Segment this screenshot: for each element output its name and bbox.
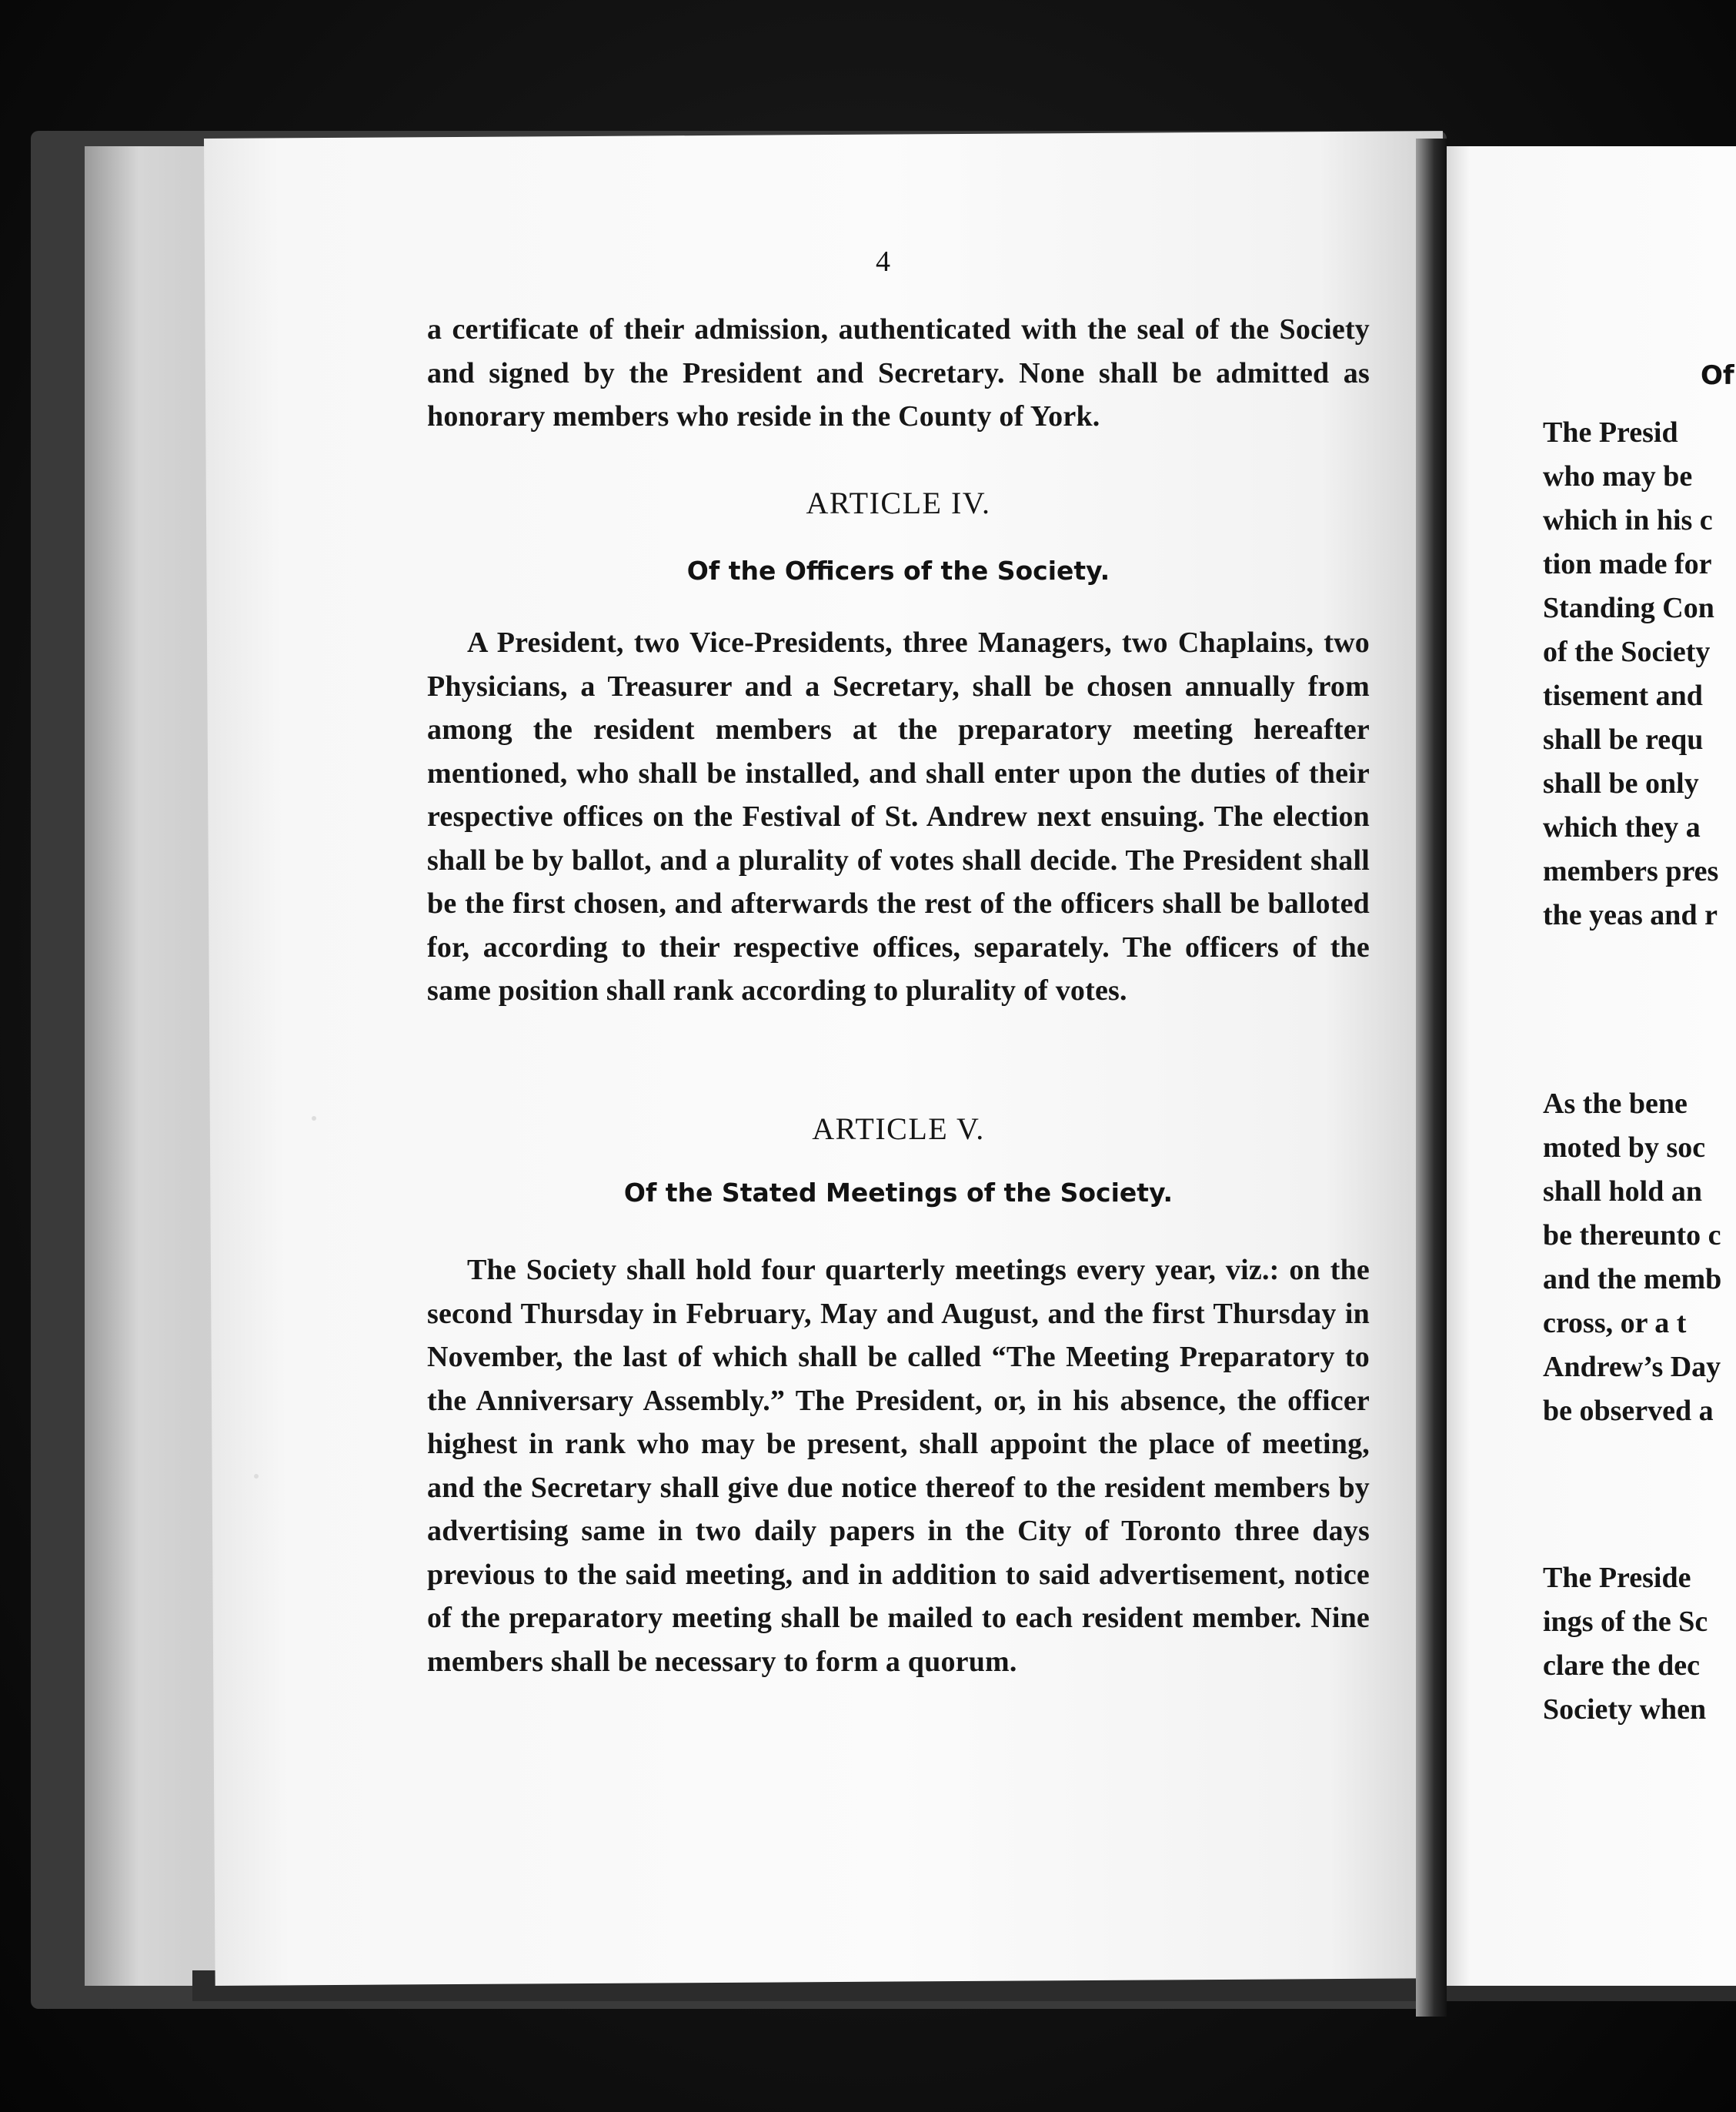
intro-paragraph: a certificate of their admission, authenticated with the seal of the Society and signed by the President and Secretary. None shall be admitted as honorary members who reside in the County of York.	[427, 313, 1370, 433]
article-4-subheading: Of the Officers of the Society.	[686, 556, 1110, 586]
right-page-line: be observed a	[1543, 1395, 1714, 1427]
right-page-line: and the memb	[1543, 1263, 1722, 1295]
article-5-paragraph	[427, 1248, 1370, 1683]
right-page-line: The Presid	[1543, 416, 1678, 449]
article-4-heading: ARTICLE IV.	[806, 486, 991, 520]
right-page-line: members pres	[1543, 855, 1719, 887]
article-5-subheading: Of the Stated Meetings of the Society.	[623, 1178, 1173, 1208]
right-page-line: moted by soc	[1543, 1131, 1706, 1164]
right-page-line: ings of the Sc	[1543, 1606, 1708, 1638]
right-page-line: tisement and	[1543, 680, 1703, 712]
article-4-text: A President, two Vice-Presidents, three Managers, two Chaplains, two Physicians, a Treasurer and a Secretary, shall be chosen annually from among the resident members at the preparatory meeting hereafter mentioned, who shall be installed, and shall enter upon the duties of their respective offices on the Festival of St. Andrew next ensuing. The election shall be by ballot, and a plurality of votes shall decide. The President shall be the first chosen, and afterwards the rest of the officers shall be balloted for, according to their respective offices, separately. The officers of the same position shall rank according to plurality of votes.	[427, 627, 1370, 1007]
right-page-line: Andrew’s Day	[1543, 1351, 1721, 1383]
article-4-paragraph	[427, 621, 1370, 1013]
right-page-line: Standing Con	[1543, 592, 1714, 624]
right-page-line: which they a	[1543, 811, 1701, 844]
right-page-line: tion made for	[1543, 548, 1712, 580]
right-page-line: the yeas and r	[1543, 899, 1718, 931]
right-page-line: The Preside	[1543, 1562, 1691, 1594]
right-page-line: clare the dec	[1543, 1649, 1700, 1682]
right-page-line: cross, or a t	[1543, 1307, 1687, 1339]
page-number: 4	[876, 246, 890, 278]
right-page-line: shall be only	[1543, 767, 1699, 800]
speck	[312, 1116, 316, 1121]
right-page-line: shall be requ	[1543, 723, 1704, 756]
right-page-line: be thereunto c	[1543, 1219, 1721, 1251]
right-page-heading: Of	[1701, 360, 1734, 391]
right-page-line: who may be	[1543, 460, 1693, 493]
right-page-line: which in his c	[1543, 504, 1713, 536]
right-page-line: shall hold an	[1543, 1175, 1702, 1208]
speck	[254, 1474, 259, 1479]
right-page	[1447, 146, 1736, 1986]
article-5-text: The Society shall hold four quarterly meetings every year, viz.: on the second Thursday in February, May and August, and the first Thursday in November, the last of which shall be called “The Meeting Preparatory to the Anniversary Assembly.” The President, or, in his absence, the officer highest in rank who may be present, shall appoint the place of meeting, and the Secretary shall give due notice thereof to the resident members by advertising same in two daily papers in the City of Toronto three days previous to the said meeting, and in addition to said advertisement, notice of the preparatory meeting shall be mailed to each resident member. Nine members shall be necessary to form a quorum.	[427, 1254, 1370, 1678]
right-page-line: of the Society	[1543, 636, 1711, 668]
right-page-line: Society when	[1543, 1693, 1707, 1726]
right-page-line: As the bene	[1543, 1088, 1688, 1120]
book-gutter	[1416, 139, 1447, 2017]
article-5-heading: ARTICLE V.	[812, 1111, 985, 1146]
